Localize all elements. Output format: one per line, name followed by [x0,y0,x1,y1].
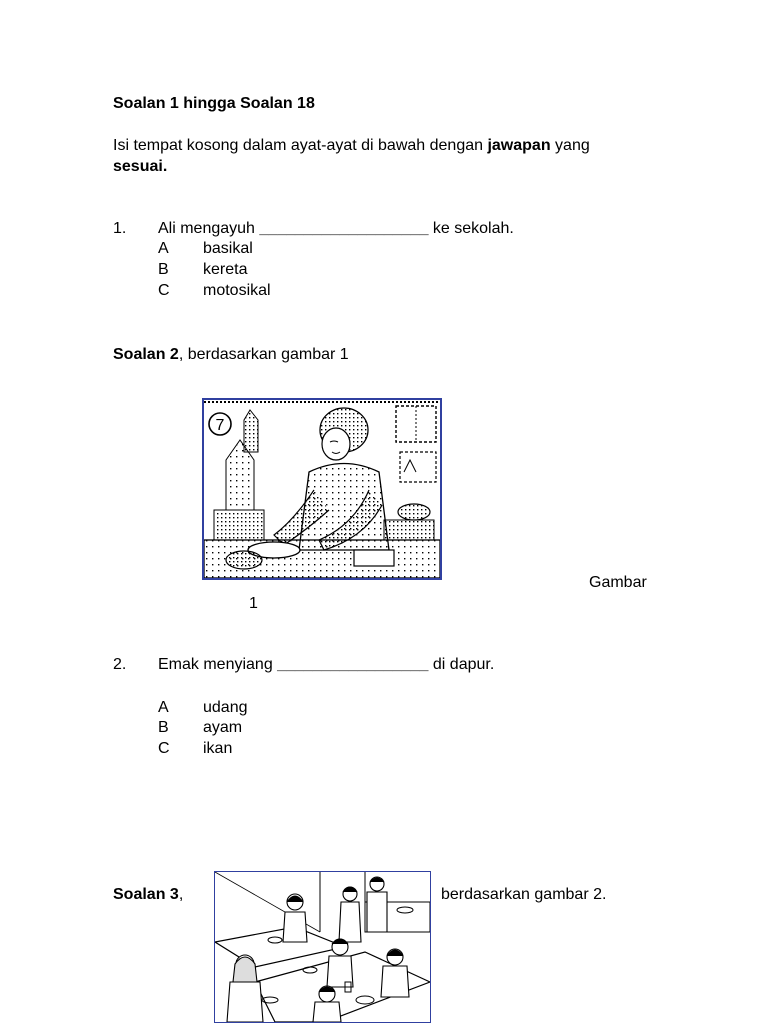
q2-option-text: udang [203,699,248,716]
q2-intro-rest: , berdasarkan gambar 1 [178,346,349,363]
q1-option-text: basikal [203,240,253,257]
q3-intro [113,885,183,905]
q1-number: 1. [113,220,127,237]
q2-option-letter: B [158,719,169,736]
q2-text-before: Emak menyiang [158,656,278,673]
q1-text-before: Ali mengayuh [158,220,260,237]
q1-option-letter: B [158,261,169,278]
figure-2-image [214,871,431,1023]
q1-option-letter: C [158,282,170,299]
instruction-text-1: Isi tempat kosong dalam ayat-ayat di bawah dengan [113,137,488,154]
instruction-line-1 [113,136,590,156]
q2-option-text: ayam [203,719,243,736]
instruction-bold-sesuai: sesuai. [113,158,168,175]
q2-stem [158,655,494,675]
q1-blank: ___________________ [259,220,429,237]
q2-option-letter: A [158,699,169,716]
q3-intro-comma: , [178,886,184,903]
q1-text-after: ke sekolah. [428,220,514,237]
q3-intro-rest: berdasarkan gambar 2. [441,886,607,903]
q2-option-letter: C [158,740,170,757]
figure-1-caption-number: 1 [249,595,258,612]
q2-intro-bold: Soalan 2 [113,346,179,363]
figure-1-image [202,398,442,580]
q1-option-text: kereta [203,261,248,278]
q2-blank: _________________ [277,656,429,673]
q2-intro [113,345,349,365]
instruction-text-2: yang [550,137,590,154]
q1-option-letter: A [158,240,169,257]
q1-stem [158,219,514,239]
section-title: Soalan 1 hingga Soalan 18 [113,95,315,112]
figure-1-caption-word: Gambar [589,574,647,591]
q2-text-after: di dapur. [428,656,495,673]
q2-option-text: ikan [203,740,233,757]
figure-number-label: 7 [215,417,225,434]
canteen-illustration [215,872,430,1022]
instruction-bold-jawapan: jawapan [487,137,551,154]
q2-number: 2. [113,656,127,673]
q1-option-text: motosikal [203,282,271,299]
q3-intro-bold: Soalan 3 [113,886,179,903]
kitchen-illustration [204,400,440,578]
